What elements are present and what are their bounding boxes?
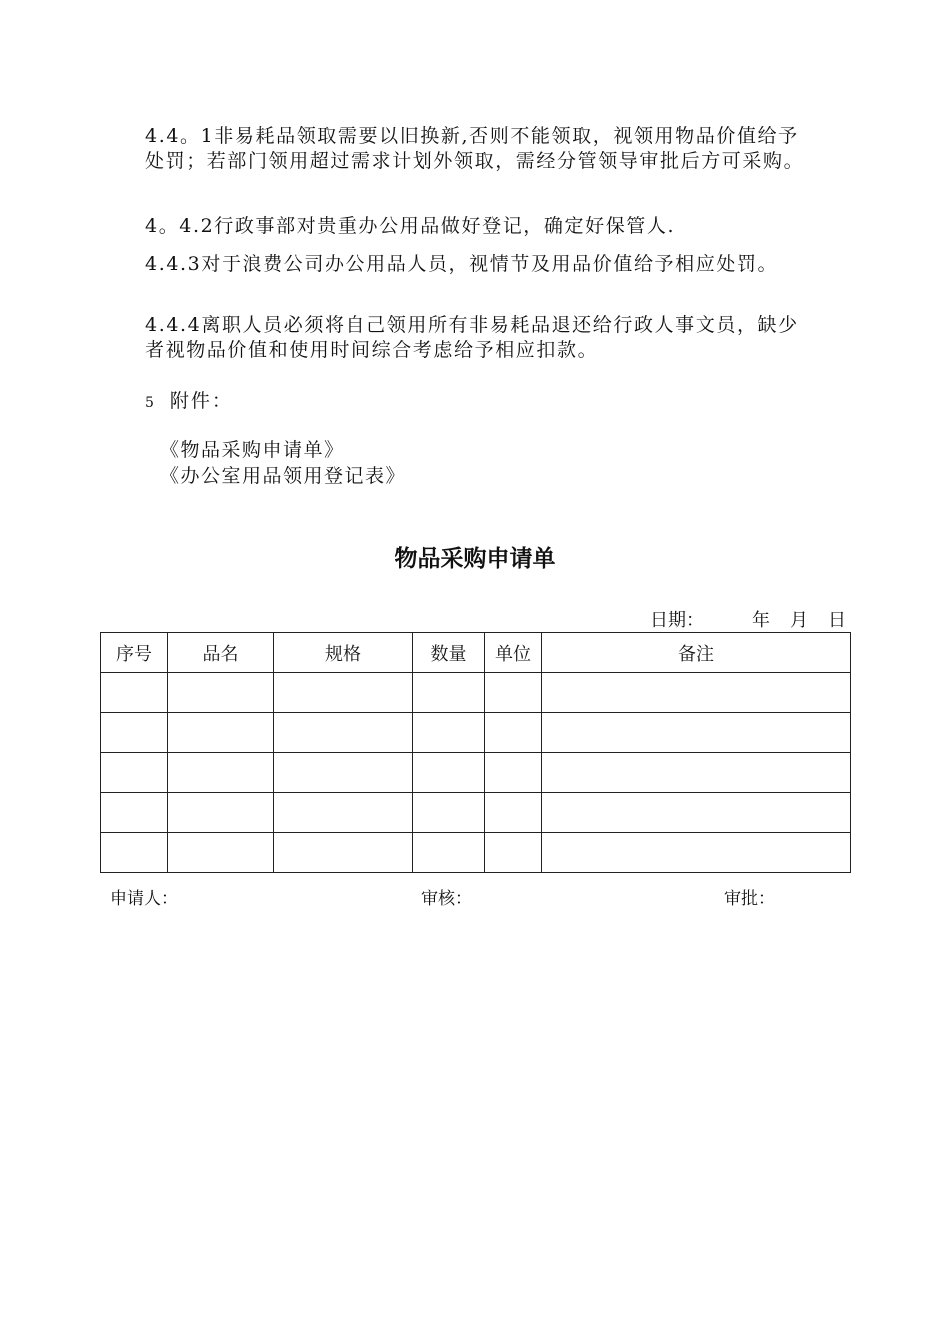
table-cell[interactable] — [485, 713, 542, 753]
column-header-serial: 序号 — [101, 633, 168, 673]
section-number: 5 — [145, 395, 156, 411]
table-cell[interactable] — [542, 833, 851, 873]
table-cell[interactable] — [101, 673, 168, 713]
clause-4-4-1: 4.4。1非易耗品领取需要以旧换新,否则不能领取，视领用物品价值给予处罚；若部门领用超过需求计划外领取，需经分管领导审批后方可采购。 — [145, 125, 805, 172]
signature-approve: 审批： — [724, 889, 775, 909]
table-cell[interactable] — [485, 753, 542, 793]
clause-4-4-3: 4.4.3对于浪费公司办公用品人员，视情节及用品价值给予相应处罚。 — [145, 253, 779, 275]
table-cell[interactable] — [101, 833, 168, 873]
table-cell[interactable] — [413, 833, 485, 873]
date-year: 年 — [752, 610, 770, 631]
table-cell[interactable] — [485, 793, 542, 833]
table-cell[interactable] — [413, 793, 485, 833]
signature-applicant: 申请人： — [110, 889, 178, 909]
table-cell[interactable] — [413, 673, 485, 713]
table-cell[interactable] — [274, 833, 413, 873]
clause-4-4-4: 4.4.4离职人员必须将自己领用所有非易耗品退还给行政人事文员，缺少者视物品价值和使用时间综合考虑给予相应扣款。 — [145, 314, 799, 361]
table-cell[interactable] — [274, 673, 413, 713]
table-cell[interactable] — [413, 713, 485, 753]
column-header-remarks: 备注 — [542, 633, 851, 673]
table-cell[interactable] — [168, 713, 274, 753]
column-header-spec: 规格 — [274, 633, 413, 673]
table-cell[interactable] — [101, 713, 168, 753]
table-cell[interactable] — [413, 753, 485, 793]
table-cell[interactable] — [168, 793, 274, 833]
table-cell[interactable] — [542, 713, 851, 753]
date-label: 日期： — [650, 610, 704, 631]
table-row — [101, 833, 851, 873]
date-month: 月 — [790, 610, 808, 631]
table-cell[interactable] — [542, 753, 851, 793]
table-cell[interactable] — [168, 833, 274, 873]
table-cell[interactable] — [274, 753, 413, 793]
table-cell[interactable] — [485, 833, 542, 873]
table-header-row — [101, 633, 851, 673]
table-cell[interactable] — [168, 753, 274, 793]
table-row — [101, 673, 851, 713]
date-day: 日 — [828, 610, 846, 631]
table-cell[interactable] — [274, 793, 413, 833]
signature-review: 审核： — [421, 889, 472, 909]
table-cell[interactable] — [542, 673, 851, 713]
attachment-purchase-request: 《物品采购申请单》 — [160, 439, 345, 461]
column-header-item-name: 品名 — [168, 633, 274, 673]
table-cell[interactable] — [101, 793, 168, 833]
attachment-office-supply-register: 《办公室用品领用登记表》 — [160, 465, 407, 487]
form-title: 物品采购申请单 — [394, 546, 556, 572]
table-cell[interactable] — [101, 753, 168, 793]
table-cell[interactable] — [542, 793, 851, 833]
table-row — [101, 753, 851, 793]
column-header-unit: 单位 — [485, 633, 542, 673]
table-body — [101, 673, 851, 873]
table-cell[interactable] — [168, 673, 274, 713]
table-row — [101, 713, 851, 753]
column-header-quantity: 数量 — [413, 633, 485, 673]
clause-4-4-2: 4。4.2行政事部对贵重办公用品做好登记，确定好保管人. — [145, 215, 676, 237]
date-line — [650, 606, 846, 632]
purchase-request-table — [100, 632, 851, 873]
section-label: 附件： — [169, 390, 233, 412]
table-cell[interactable] — [485, 673, 542, 713]
section-heading-attachments — [145, 386, 233, 413]
table-row — [101, 793, 851, 833]
table-cell[interactable] — [274, 713, 413, 753]
